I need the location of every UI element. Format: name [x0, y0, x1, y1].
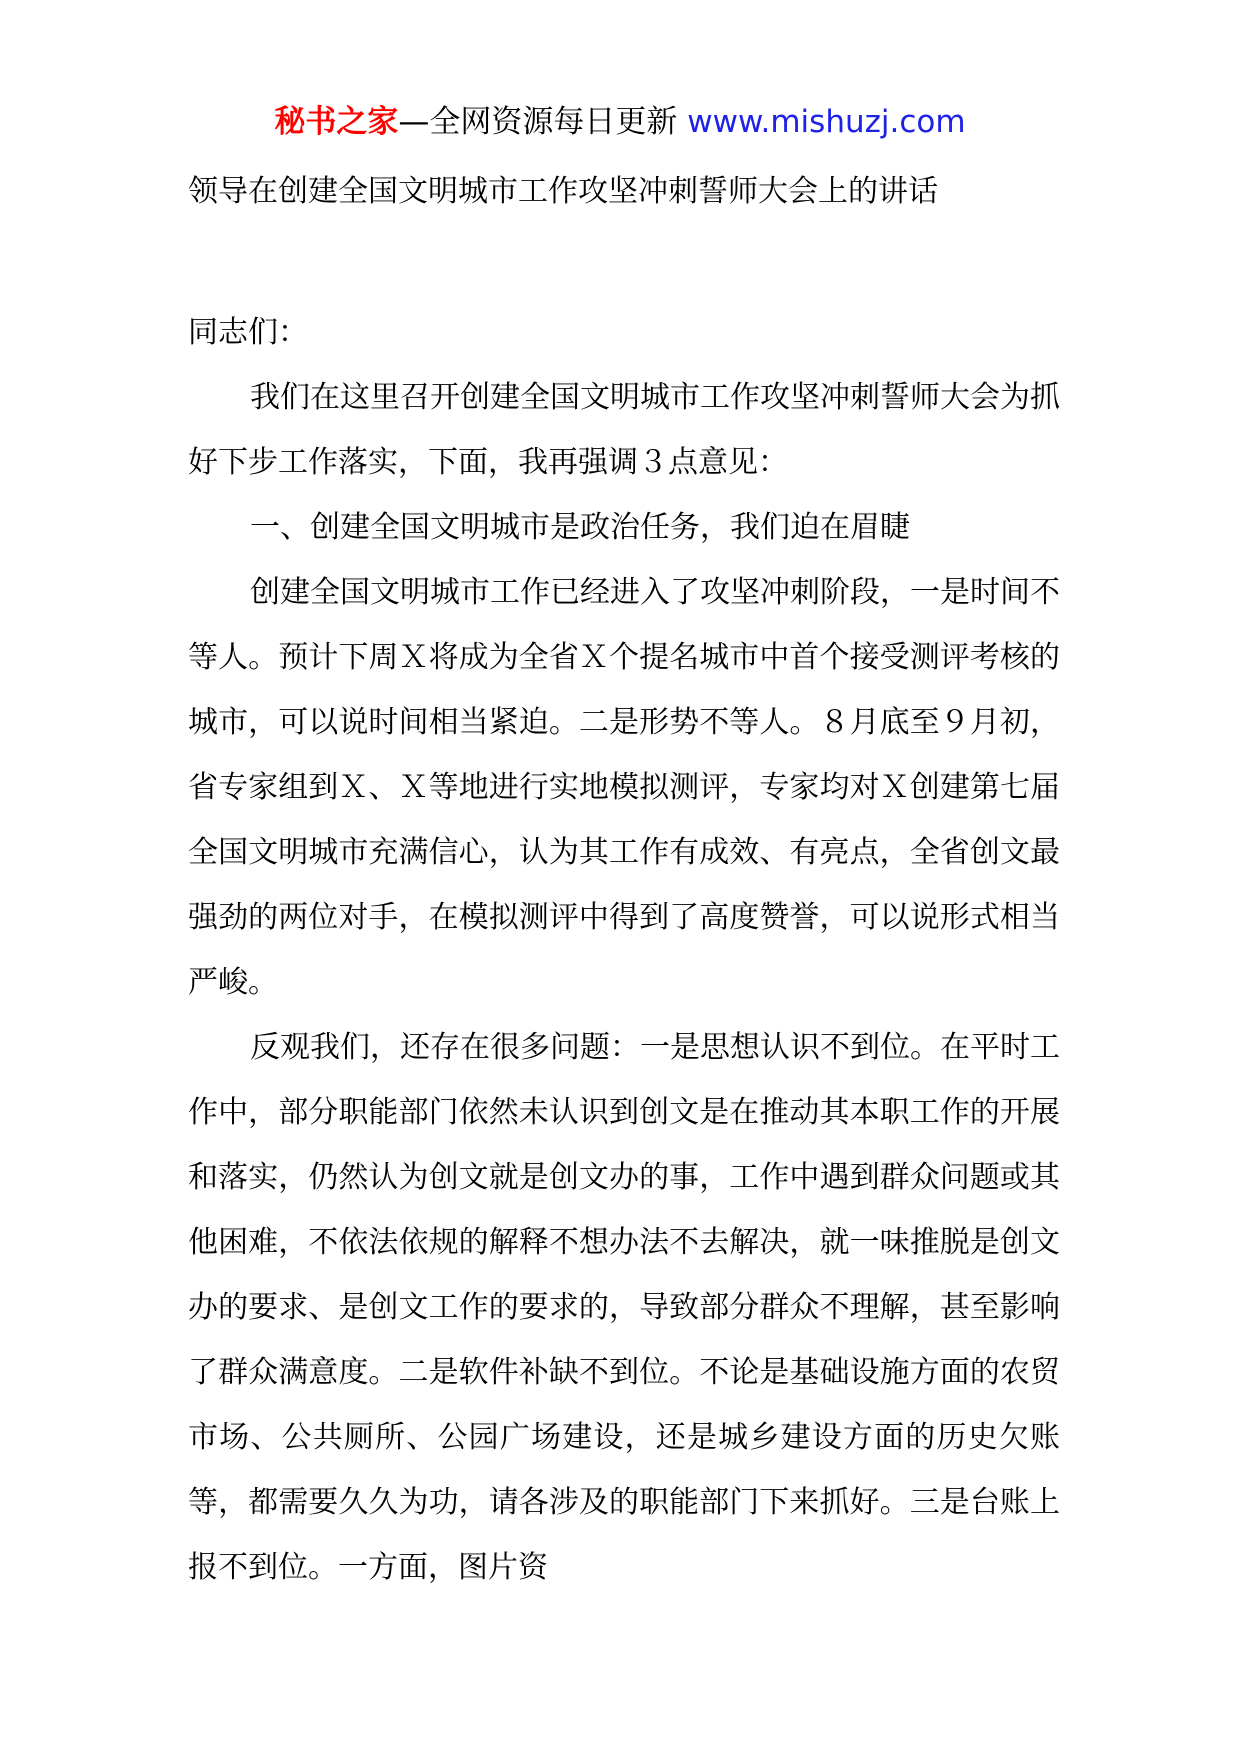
salutation: 同志们： [188, 315, 308, 350]
site-url-link[interactable]: www.mishuzj.com [687, 104, 966, 140]
brand-name: 秘书之家 [274, 104, 399, 140]
paragraph-intro: 我们在这里召开创建全国文明城市工作攻坚冲刺誓师大会为抓好下步工作落实，下面，我再强调３点意见： [188, 380, 1060, 480]
header-tagline: —全网资源每日更新 [398, 104, 688, 140]
section-heading-1: 一、创建全国文明城市是政治任务，我们迫在眉睫 [250, 510, 910, 545]
paragraph: 创建全国文明城市工作已经进入了攻坚冲刺阶段，一是时间不等人。预计下周Ｘ将成为全省Ｘ个提名城市中首个接受测评考核的城市，可以说时间相当紧迫。二是形势不等人。８月底至９月初，省专家组到Ｘ、Ｘ等地进行实地模拟测评，专家均对Ｘ创建第七届全国文明城市充满信心，认为其工作有成效、有亮点，全省创文最强劲的两位对手，在模拟测评中得到了高度赞誉，可以说形式相当严峻。 [188, 575, 1060, 1000]
document-body [188, 300, 1060, 1600]
site-header [0, 100, 1240, 144]
document-title: 领导在创建全国文明城市工作攻坚冲刺誓师大会上的讲话 [188, 174, 938, 209]
paragraph: 反观我们，还存在很多问题：一是思想认识不到位。在平时工作中，部分职能部门依然未认识到创文是在推动其本职工作的开展和落实，仍然认为创文就是创文办的事，工作中遇到群众问题或其他困难，不依法依规的解释不想办法不去解决，就一味推脱是创文办的要求、是创文工作的要求的，导致部分群众不理解，甚至影响了群众满意度。二是软件补缺不到位。不论是基础设施方面的农贸市场、公共厕所、公园广场建设，还是城乡建设方面的历史欠账等，都需要久久为功，请各涉及的职能部门下来抓好。三是台账上报不到位。一方面，图片资 [188, 1030, 1060, 1585]
